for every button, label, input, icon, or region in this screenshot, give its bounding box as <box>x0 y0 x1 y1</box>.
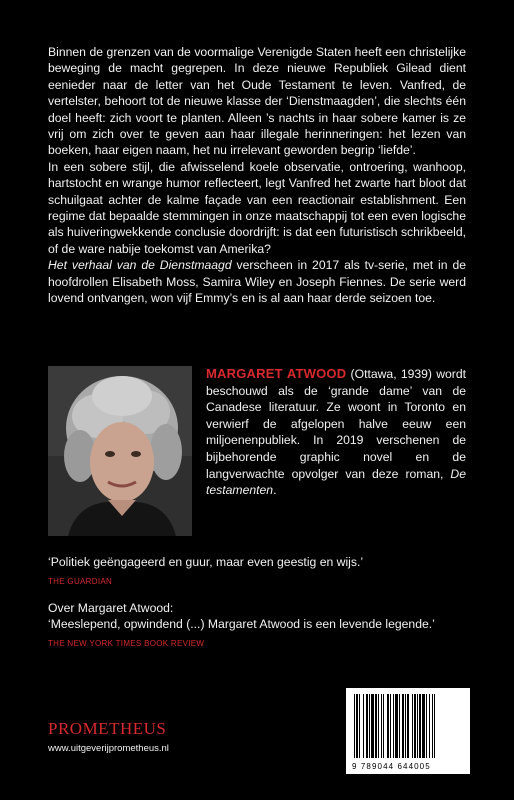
quote-source-nyt: THE NEW YORK TIMES BOOK REVIEW <box>48 639 205 648</box>
blurb-paragraph-2: In een sobere stijl, die afwisselend koele observatie, ontroering, wanhoop, hartstocht en wrange humor reflecteert, legt Vanfred het zwarte hart bloot dat schuilgaat achter de kalme façade van een reactionair establishment. Een regime dat bepaalde stemmingen in onze maatschappij tot een even logische als huiveringwekkende conclusie doordrijft: is dat een futuristisch schrikbeeld, of de ware nabije toekomst van Amerika? <box>48 159 466 256</box>
author-photo <box>48 366 192 536</box>
barcode-bar <box>390 694 391 758</box>
barcode-bar <box>369 694 370 758</box>
back-cover-blurb <box>48 44 466 307</box>
barcode-bar <box>356 694 358 758</box>
publisher-logo: PROMETHEUS <box>48 719 167 738</box>
barcode-bar <box>417 694 418 758</box>
barcode-bar <box>426 694 427 758</box>
blurb-paragraph-3 <box>48 257 466 306</box>
barcode-bar <box>383 694 384 758</box>
author-bio <box>206 366 466 499</box>
author-bio-end: . <box>273 483 277 498</box>
author-name: MARGARET ATWOOD <box>206 366 347 381</box>
barcode-bar <box>354 694 355 758</box>
blurb-paragraph-3-text: verscheen in 2017 als tv-serie, met in de hoofdrollen Elisabeth Moss, Samira Wiley en Joseph Fiennes. De serie werd lovend ontvangen, won vijf Emmy’s en is al aan haar derde seizoen toe. <box>48 258 467 306</box>
barcode-bar <box>375 694 377 758</box>
sequel-title: De testamenten <box>206 466 466 498</box>
isbn-barcode <box>346 688 470 774</box>
barcode-bar <box>359 694 360 758</box>
quote-source-guardian: THE GUARDIAN <box>48 577 113 586</box>
barcode-bar <box>395 694 398 758</box>
barcode-bar <box>405 694 406 758</box>
barcode-bar <box>434 694 435 758</box>
author-section <box>48 366 466 536</box>
publisher-url: www.uitgeverijprometheus.nl <box>48 743 169 754</box>
author-bio-text: (Ottawa, 1939) wordt beschouwd als de ‘grande dame’ van de Canadese literatuur. Ze woont in Toronto en verwierf de afgelopen halve eeuw een miljoenenpubliek. In 2019 verschenen de bijbehorende graphic novel en de langverwachte opvolger van deze roman, <box>206 367 467 481</box>
barcode-bar <box>366 694 368 758</box>
barcode-bar <box>393 694 394 758</box>
barcode-bar <box>432 694 433 758</box>
tv-series-title: Het verhaal van de Dienstmaagd <box>48 258 232 273</box>
barcode-bar <box>422 694 425 758</box>
quote-intro: Over Margaret Atwood: <box>48 601 174 615</box>
barcode-bar <box>412 694 413 758</box>
barcode-bars <box>346 688 470 764</box>
barcode-bar <box>387 694 389 758</box>
barcode-bar <box>371 694 374 758</box>
barcode-bar <box>429 694 430 758</box>
barcode-bar <box>407 694 409 758</box>
review-quotes <box>48 554 478 662</box>
barcode-bar <box>363 694 364 758</box>
barcode-bar <box>419 694 421 758</box>
quote-nyt: ‘Meeslepend, opwindend (...) Margaret Atwood is een levende legende.’ <box>48 617 435 631</box>
barcode-bar <box>399 694 400 758</box>
blurb-paragraph-1: Binnen de grenzen van de voormalige Verenigde Staten heeft een christelijke beweging de macht gegrepen. In deze nieuwe Republiek Gilead dient eenieder naar de letter van het Oude Testament te leven. Vanfred, de vertelster, behoort tot de nieuwe klasse der ‘Dienstmaagden’, die slechts één doel heeft: zich voort te planten. Alleen ’s nachts in haar sobere kamer is ze vrij om zich over te geven aan haar illegale herinneringen: het lezen van boeken, haar eigen naam, het nu irrelevant geworden begrip ‘liefde’. <box>48 45 466 158</box>
barcode-bar <box>414 694 416 758</box>
quote-guardian: ‘Politiek geëngageerd en guur, maar even geestig en wijs.’ <box>48 555 364 569</box>
barcode-bar <box>381 694 382 758</box>
barcode-bar <box>378 694 379 758</box>
barcode-bar <box>402 694 404 758</box>
isbn-number: 9 789044 644005 <box>352 762 431 771</box>
